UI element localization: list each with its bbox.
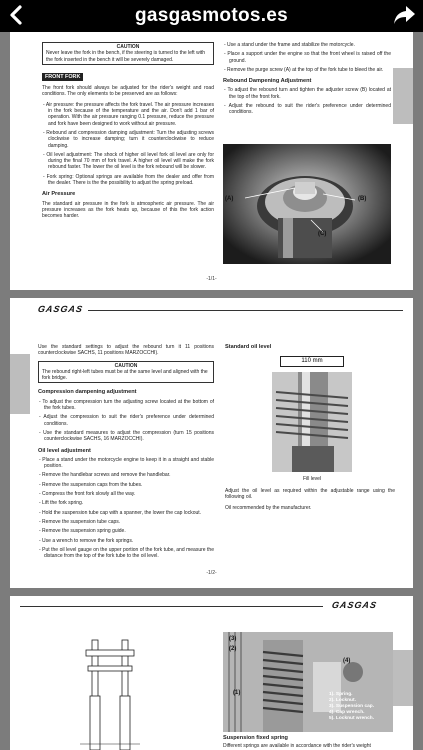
- list-item: - Rebound and compression damping adjustment: Turn the adjusting screws clockwise to increase damping; turn it counterclockwise to reduce damping.: [43, 129, 214, 149]
- header-rule: [88, 310, 403, 311]
- list-item: - To adjust the compression turn the adjusting screw located at the bottom of the fork tubes.: [39, 398, 214, 412]
- photo-label-a: (A): [225, 196, 234, 202]
- list-item: - Fork spring: Optional springs are available from the dealer and offer from the dealer. There is the the possibility to adjust the spring preload.: [43, 173, 214, 187]
- share-arrow-icon: [393, 4, 417, 26]
- share-button[interactable]: [393, 4, 417, 26]
- caution-box: [42, 42, 214, 65]
- manual-page-3: [10, 596, 413, 750]
- intro-paragraph: The front fork should always be adjusted for the rider's weight and road conditions. The only elements to be preserved are as follows:: [42, 85, 214, 98]
- list-item: - Remove the purge screw (A) at the top of the fork tube to bleed the air.: [224, 66, 384, 73]
- page2-left-column: [38, 344, 214, 562]
- page2-bottom-right: [225, 488, 395, 515]
- caution-text: The rebound right-left tubes must be at the same level and aligned with the fork bridge.: [42, 368, 208, 382]
- photo-caption: Fill level: [302, 476, 322, 482]
- app-title: gasgasmotos.es: [134, 5, 289, 26]
- section-title: FRONT FORK: [42, 73, 83, 81]
- section-side-tab: [393, 68, 413, 124]
- air-paragraph: The standard air pressure in the fork is atmospheric air pressure. The air pressure increases as the fork heats up, because of this the fork action becomes harder.: [42, 200, 214, 220]
- fork-spring-photo: [223, 632, 393, 732]
- section-side-tab: [393, 650, 413, 706]
- subsection-title: Suspension fixed spring: [223, 735, 288, 741]
- list-item: - Remove the handlebar screws and remove the handlebar.: [39, 472, 171, 479]
- gasgas-logo: GASGAS: [36, 304, 85, 314]
- list-item: - Adjust the rebound to suit the rider's preference under determined conditions.: [224, 103, 391, 116]
- subsection-title: Compression dampening adjustment: [38, 389, 137, 396]
- caution-box: [38, 361, 214, 384]
- list-item: - Use a stand under the frame and stabilize the motorcycle.: [224, 42, 355, 48]
- subsection-title: Standard oil level: [225, 344, 272, 350]
- legend-item: 4). Cap wrench.: [329, 710, 365, 715]
- adjust-paragraph: Adjust the oil level as required within the adjustable range using the following oil.: [225, 488, 395, 501]
- subsection-title: Air Pressure: [42, 191, 76, 198]
- photo-label-3: (3): [229, 636, 237, 642]
- page1-left-column: [42, 42, 214, 224]
- photo-label-b: (B): [358, 196, 367, 202]
- manual-page-1: [10, 32, 413, 290]
- manual-page-2: [10, 298, 413, 588]
- page-number: -1/1-: [206, 276, 217, 282]
- list-item: - Adjust the compression to suit the rider's preference under determined conditions.: [39, 414, 214, 427]
- top-app-bar: [0, 0, 423, 32]
- list-item: - Remove the suspension caps from the tubes.: [39, 481, 143, 488]
- legend-item: 5). Locknut wrench.: [329, 716, 375, 721]
- photo-label-4: (4): [343, 658, 351, 664]
- intro-paragraph: Use the standard settings to adjust the rebound turn it 11 positions counterclockwise SACHS, 11 positions MARZOCCHI).: [38, 344, 214, 357]
- page1-right-column: [223, 42, 391, 119]
- subsection-title: Oil level adjustment: [38, 447, 91, 454]
- legend-item: 3). Suspension cap.: [329, 704, 375, 709]
- caution-text: Never leave the fork in the bench, if the steering is turned to the left with the fork inserted in the bench it will be severely damaged.: [46, 50, 205, 63]
- photo-label-c: (C): [318, 231, 327, 237]
- list-item: - Air pressure: the pressure affects the fork travel. The air pressure increases in the fork because of the temperature and the air. Don't add 1 bar of operation. With the air pressure ranging 0.1 pressure, reduce the pressure and fork have been designed to work without air pressure.: [43, 101, 214, 127]
- parts-legend: [329, 692, 391, 722]
- fork-oil-photo: [272, 372, 352, 472]
- photo-label-2: (2): [229, 646, 237, 652]
- front-fork-drawing: [80, 636, 140, 750]
- oil-level-value: 110 mm: [280, 356, 344, 367]
- list-item: - To adjust the rebound turn and tighten the adjuster screw (B) located at the top of the front fork.: [224, 87, 391, 100]
- caution-title: CAUTION: [114, 362, 138, 369]
- list-item: - Use the standard measures to adjust the compression (turn 15 positions counterclockwise SACHS, 16 MARZOCCHI).: [39, 429, 214, 443]
- fork-top-photo: [223, 144, 391, 264]
- header-rule: [20, 606, 323, 607]
- list-item: - Remove the suspension tube caps.: [39, 518, 121, 525]
- list-item: - Hold the suspension tube cap with a spanner, the lower the cap lockout.: [39, 509, 202, 516]
- list-item: - Lift the fork spring.: [39, 500, 84, 507]
- caution-title: CAUTION: [116, 44, 140, 50]
- list-item: - Use a wrench to remove the fork springs.: [39, 537, 134, 544]
- list-item: - Compress the front fork slowly all the way.: [39, 491, 136, 498]
- spring-paragraph: Different springs are available in accordance with the rider's weight: [223, 743, 371, 750]
- oil-note: Oil recommended by the manufacturer.: [225, 504, 312, 511]
- gasgas-logo: GASGAS: [330, 600, 379, 610]
- list-item: - Place a stand under the motorcycle engine to keep it in a straight and stable position.: [39, 456, 214, 470]
- list-item: - Put the oil level gauge on the upper portion of the fork tube, and measure the distance from the top of the fork tube to the oil level.: [39, 546, 214, 560]
- list-item: - Remove the suspension spring guide.: [39, 528, 126, 535]
- photo-label-1: (1): [233, 690, 241, 696]
- legend-item: 1). Spring.: [329, 692, 353, 697]
- list-item: - Oil level adjustment: The shock of higher oil level fork oil level are only for during the final 70 mm of fork travel. A higher oil level will make the fork rebound faster. The lower the oil level is the fork rebound will be slower.: [43, 151, 214, 171]
- legend-item: 2). Locknut.: [329, 698, 356, 703]
- section-side-tab: [10, 354, 30, 414]
- subsection-title: Rebound Dampening Adjustment: [223, 78, 312, 85]
- page-number: -1/2-: [206, 570, 217, 576]
- page3-right-text: [223, 735, 395, 750]
- page2-right-column: [225, 344, 395, 353]
- list-item: - Place a support under the engine so that the front wheel is raised off the ground.: [224, 51, 391, 64]
